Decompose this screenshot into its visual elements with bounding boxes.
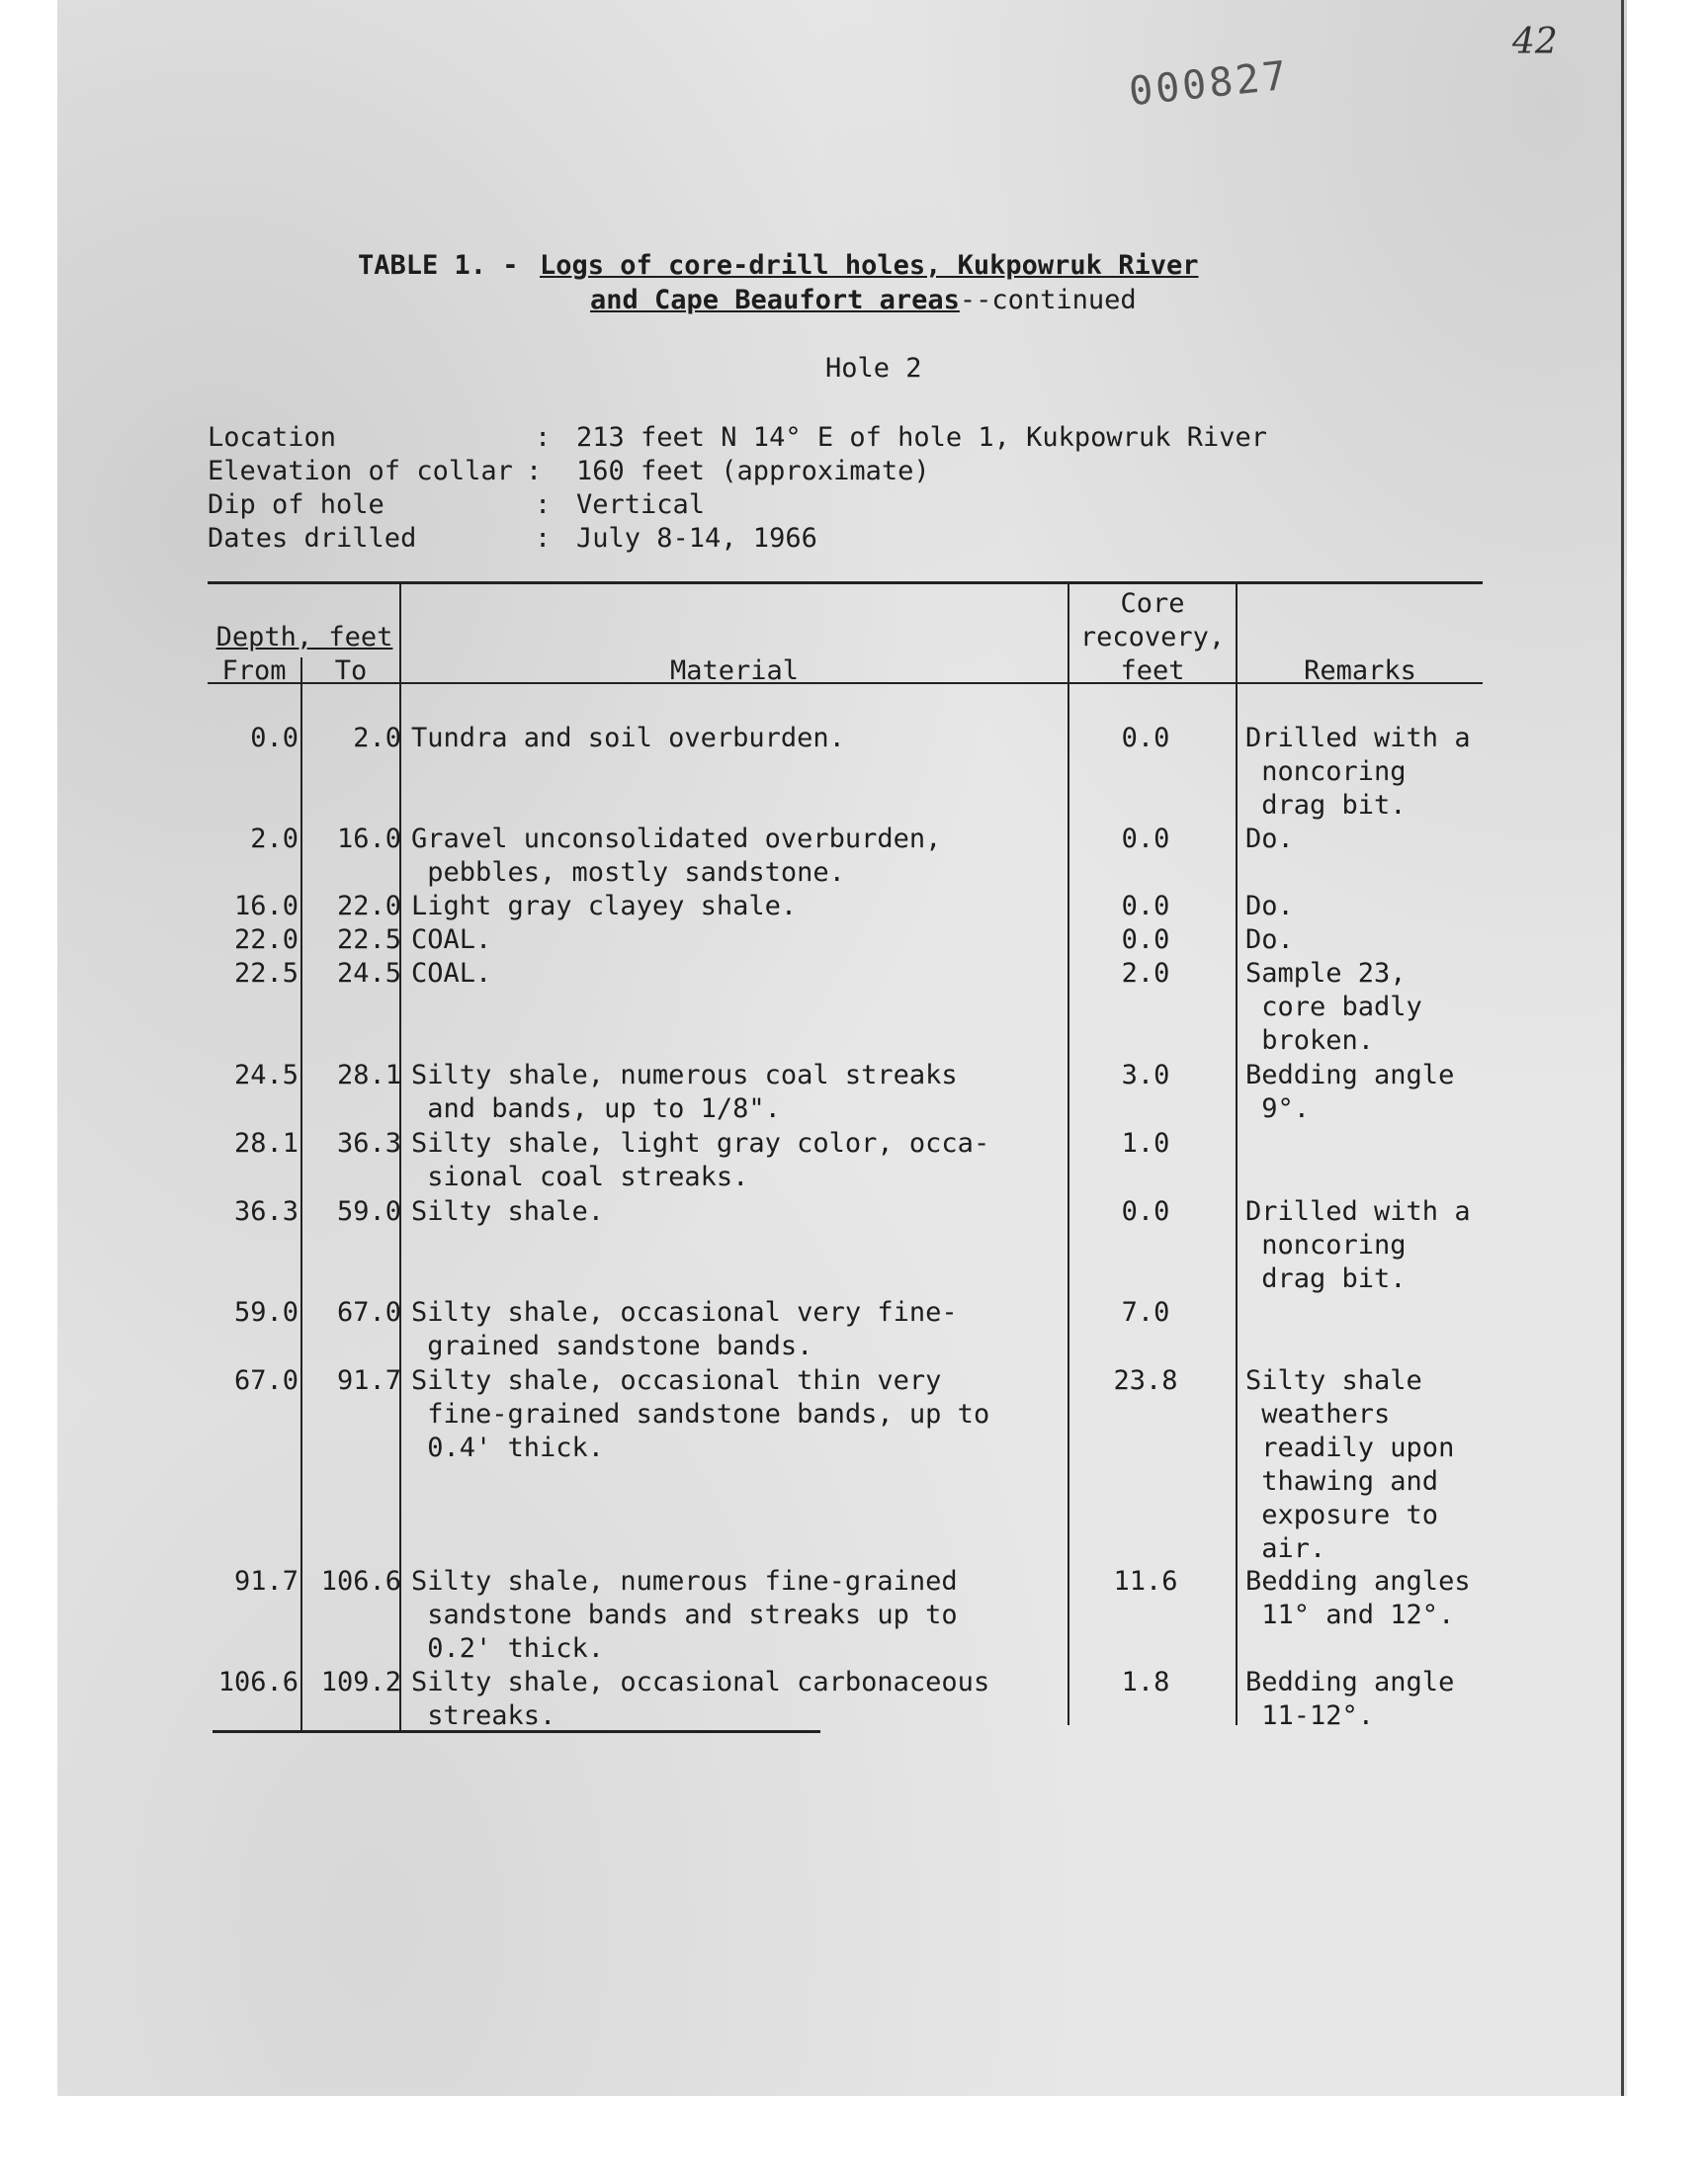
cell-remarks: Bedding angle 11-12°. <box>1245 1667 1455 1731</box>
cell-core-recovery: 11.6 <box>1113 1566 1178 1597</box>
cell-from: 22.5 <box>233 958 299 989</box>
table-title: Logs of core-drill holes, Kukpowruk River <box>540 250 1199 281</box>
cell-material: Gravel unconsolidated overburden, pebbles, mostly sandstone. <box>411 824 942 888</box>
info-label-elevation: Elevation of collar <box>208 456 513 486</box>
cell-core-recovery: 2.0 <box>1121 958 1170 989</box>
cell-remarks: Silty shale weathers readily upon thawing and exposure to air. <box>1245 1365 1455 1564</box>
cell-material: COAL. <box>411 958 492 989</box>
cell-core-recovery: 0.0 <box>1121 1196 1170 1227</box>
cell-from: 36.3 <box>233 1196 299 1227</box>
cell-from: 59.0 <box>233 1297 299 1328</box>
cell-to: 22.0 <box>336 891 401 921</box>
cell-material: Silty shale, occasional carbonaceous streaks. <box>411 1667 990 1731</box>
cell-remarks: Do. <box>1245 891 1294 921</box>
cell-core-recovery: 0.0 <box>1121 824 1170 854</box>
cell-remarks: Bedding angles 11° and 12°. <box>1245 1566 1471 1630</box>
cell-from: 28.1 <box>233 1128 299 1159</box>
info-value-location: 213 feet N 14° E of hole 1, Kukpowruk River <box>576 422 1267 453</box>
column-divider-core-remarks <box>1236 583 1238 1725</box>
cell-to: 109.2 <box>320 1667 401 1697</box>
cell-remarks: Sample 23, core badly broken. <box>1245 958 1422 1056</box>
header-remarks: Remarks <box>1304 655 1416 686</box>
info-label-dip: Dip of hole <box>208 489 384 520</box>
cell-material: Silty shale, numerous fine-grained sandstone bands and streaks up to 0.2' thick. <box>411 1566 958 1664</box>
info-colon: : <box>535 489 552 520</box>
header-core-line1: Core <box>1120 588 1185 619</box>
cell-from: 2.0 <box>250 824 299 854</box>
table-title-prefix: TABLE 1. - <box>358 250 519 281</box>
header-core-line2: recovery, <box>1079 622 1226 652</box>
info-value-elevation: 160 feet (approximate) <box>576 456 930 486</box>
cell-to: 106.6 <box>320 1566 401 1597</box>
cell-core-recovery: 0.0 <box>1121 924 1170 955</box>
cell-remarks: Do. <box>1245 824 1294 854</box>
cell-core-recovery: 23.8 <box>1113 1365 1178 1396</box>
header-from: From <box>221 655 287 686</box>
info-colon: : <box>535 523 552 554</box>
hole-heading: Hole 2 <box>825 353 922 384</box>
cell-to: 59.0 <box>336 1196 401 1227</box>
cell-from: 24.5 <box>233 1060 299 1090</box>
cell-to: 36.3 <box>336 1128 401 1159</box>
table-title-continued: --continued <box>959 285 1137 315</box>
header-depth: Depth, feet <box>215 622 393 652</box>
cell-to: 22.5 <box>336 924 401 955</box>
info-value-dip: Vertical <box>576 489 706 520</box>
cell-material: Light gray clayey shale. <box>411 891 798 921</box>
cell-remarks: Drilled with a noncoring drag bit. <box>1245 1196 1471 1294</box>
header-to: To <box>334 655 368 686</box>
cell-from: 106.6 <box>217 1667 299 1697</box>
cell-material: COAL. <box>411 924 492 955</box>
info-label-location: Location <box>208 422 337 453</box>
page-number: 42 <box>1512 22 1558 62</box>
cell-material: Silty shale, occasional very fine- grained sandstone bands. <box>411 1297 958 1361</box>
cell-core-recovery: 0.0 <box>1121 891 1170 921</box>
cell-to: 28.1 <box>336 1060 401 1090</box>
column-divider-material-core <box>1068 583 1069 1725</box>
header-core-line3: feet <box>1120 655 1185 686</box>
info-colon: : <box>526 456 543 486</box>
cell-to: 24.5 <box>336 958 401 989</box>
cell-core-recovery: 3.0 <box>1121 1060 1170 1090</box>
table-title-line2 <box>590 284 1137 317</box>
cell-core-recovery: 1.8 <box>1121 1667 1170 1697</box>
cell-to: 67.0 <box>336 1297 401 1328</box>
cell-remarks: Do. <box>1245 924 1294 955</box>
cell-from: 91.7 <box>233 1566 299 1597</box>
header-material: Material <box>669 655 800 686</box>
cell-material: Silty shale, numerous coal streaks and bands, up to 1/8". <box>411 1060 958 1124</box>
cell-to: 91.7 <box>336 1365 401 1396</box>
cell-material: Silty shale. <box>411 1196 605 1227</box>
info-label-dates: Dates drilled <box>208 523 417 554</box>
table-title-areas: and Cape Beaufort areas <box>590 285 960 315</box>
cell-from: 0.0 <box>250 723 299 753</box>
info-value-dates: July 8-14, 1966 <box>576 523 817 554</box>
cell-material: Tundra and soil overburden. <box>411 723 845 753</box>
document-stamp: 000827 <box>1127 52 1292 116</box>
cell-material: Silty shale, occasional thin very fine-grained sandstone bands, up to 0.4' thick. <box>411 1365 990 1463</box>
cell-from: 67.0 <box>233 1365 299 1396</box>
cell-remarks: Drilled with a noncoring drag bit. <box>1245 723 1471 821</box>
page-edge <box>1621 0 1624 2096</box>
cell-remarks: Bedding angle 9°. <box>1245 1060 1455 1124</box>
cell-from: 22.0 <box>233 924 299 955</box>
cell-to: 16.0 <box>336 824 401 854</box>
cell-core-recovery: 0.0 <box>1121 723 1170 753</box>
info-colon: : <box>535 422 552 453</box>
cell-core-recovery: 7.0 <box>1121 1297 1170 1328</box>
cell-material: Silty shale, light gray color, occa- sional coal streaks. <box>411 1128 990 1192</box>
cell-core-recovery: 1.0 <box>1121 1128 1170 1159</box>
cell-from: 16.0 <box>233 891 299 921</box>
cell-to: 2.0 <box>353 723 401 753</box>
